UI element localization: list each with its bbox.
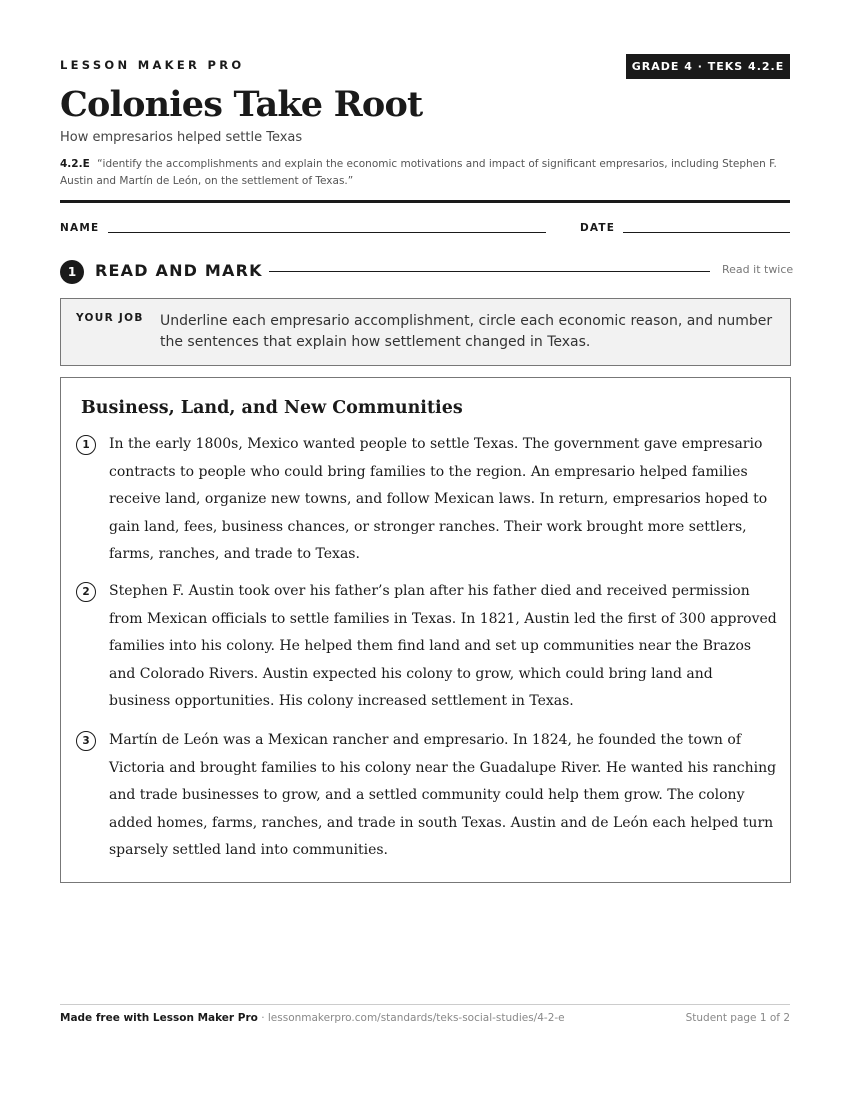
date-label: DATE bbox=[580, 222, 616, 234]
section-number-badge: 1 bbox=[60, 260, 84, 284]
page-indicator: Student page 1 of 2 bbox=[685, 1012, 790, 1024]
section-title: READ AND MARK bbox=[95, 261, 263, 280]
footer-credit bbox=[60, 1012, 565, 1024]
footer-divider bbox=[60, 1004, 790, 1005]
your-job-box bbox=[60, 298, 791, 366]
page-subtitle: How empresarios helped settle Texas bbox=[60, 130, 303, 145]
standard-description bbox=[60, 156, 795, 190]
paragraph-number: 3 bbox=[76, 731, 96, 751]
date-field-line[interactable] bbox=[623, 232, 790, 233]
your-job-instructions: Underline each empresario accomplishment, circle each economic reason, and number the sentences that explain how settlement changed in Texas. bbox=[160, 313, 773, 350]
paragraph-text: Martín de León was a Mexican rancher and empresario. In 1824, he founded the town of Victoria and brought families to his colony near the Guadalupe River. He wanted his ranching and trade businesses to grow, and a settled community could help them grow. The colony added homes, farms, ranches, and trade in south Texas. Austin and de León each helped turn sparsely settled land into communities. bbox=[109, 732, 777, 858]
brand-name: LESSON MAKER PRO bbox=[60, 58, 245, 72]
name-label: NAME bbox=[60, 222, 100, 234]
reading-title: Business, Land, and New Communities bbox=[81, 398, 463, 418]
reading-passage bbox=[60, 377, 791, 883]
section-divider bbox=[269, 271, 710, 272]
header-divider bbox=[60, 200, 790, 203]
standard-text: “identify the accomplishments and explain the economic motivations and impact of significant empresarios, including Stephen F. Austin and Martín de León, on the settlement of Texas.” bbox=[60, 158, 777, 187]
footer-made-with: Made free with Lesson Maker Pro bbox=[60, 1012, 258, 1024]
standard-code: 4.2.E bbox=[60, 158, 90, 170]
footer-separator: · bbox=[257, 1012, 268, 1024]
paragraph-text: In the early 1800s, Mexico wanted people to settle Texas. The government gave empresario contracts to people who could bring families to the region. An empresario helped families receive land, organize new towns, and follow Mexican laws. In return, empresarios hoped to gain land, fees, business chances, or stronger ranches. Their work brought more settlers, farms, ranches, and trade to Texas. bbox=[109, 436, 768, 562]
name-field-line[interactable] bbox=[108, 232, 546, 233]
paragraph-number: 1 bbox=[76, 435, 96, 455]
grade-badge: GRADE 4 · TEKS 4.2.E bbox=[626, 54, 790, 79]
footer-url[interactable]: lessonmakerpro.com/standards/teks-social-studies/4-2-e bbox=[267, 1012, 565, 1024]
paragraph-number: 2 bbox=[76, 582, 96, 602]
your-job-label: YOUR JOB bbox=[76, 312, 144, 324]
section-hint: Read it twice bbox=[722, 263, 794, 276]
page-title: Colonies Take Root bbox=[60, 84, 423, 125]
paragraph-text: Stephen F. Austin took over his father’s plan after his father died and received permission from Mexican officials to settle families in Texas. In 1821, Austin led the first of 300 approved families into his colony. He helped them find land and set up communities near the Brazos and Colorado Rivers. Austin expected his colony to grow, which could bring land and business opportunities. His colony increased settlement in Texas. bbox=[109, 583, 777, 709]
